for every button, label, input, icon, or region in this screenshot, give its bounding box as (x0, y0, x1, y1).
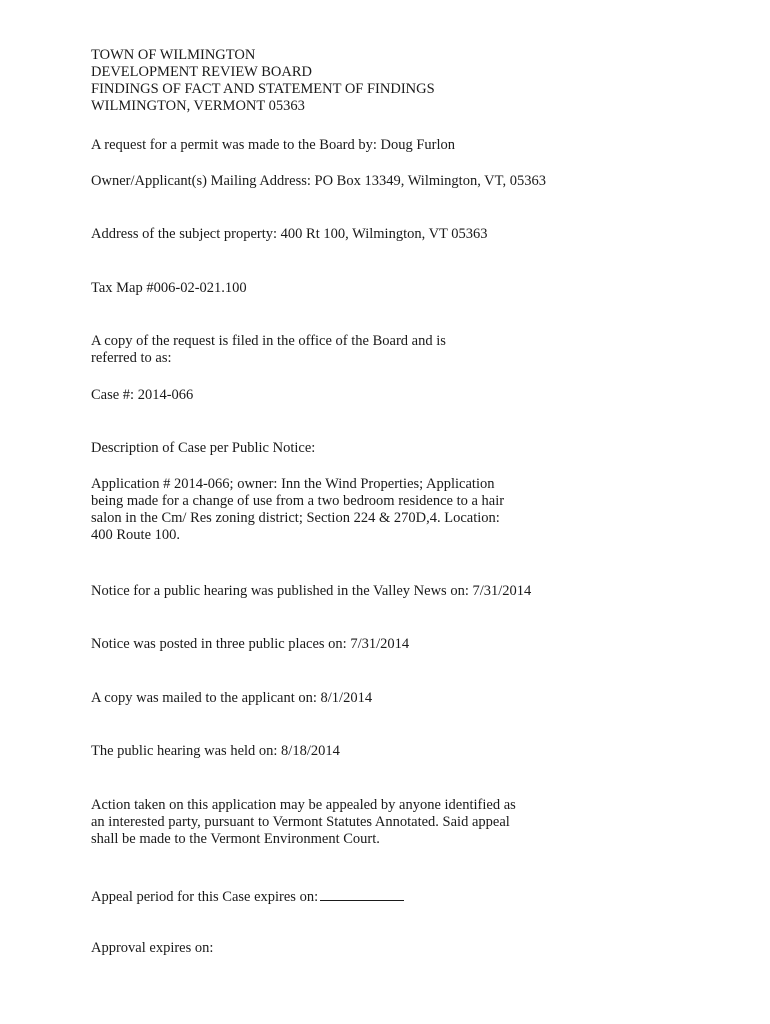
tax-map-text: Tax Map #006-02-021.100 (91, 280, 247, 296)
notice-posted-text: Notice was posted in three public places on: 7/31/2014 (91, 636, 410, 652)
notice-published-text: Notice for a public hearing was published in the Valley News on: 7/31/2014 (91, 583, 532, 599)
header-town: TOWN OF WILMINGTON (91, 47, 256, 63)
hearing-held-text: The public hearing was held on: 8/18/2014 (91, 743, 340, 759)
header-location: WILMINGTON, VERMONT 05363 (91, 98, 305, 114)
copy-filed-line: A copy of the request is filed in the office of the Board and is (91, 333, 446, 349)
request-line (91, 137, 711, 154)
description-line: Application # 2014-066; owner: Inn the Wind Properties; Application (91, 476, 495, 492)
description-line: 400 Route 100. (91, 527, 181, 543)
request-text: A request for a permit was made to the Board by: Doug Furlon (91, 137, 456, 153)
appeal-period-row (91, 887, 711, 906)
description-heading-line (91, 440, 711, 457)
copy-filed-paragraph (91, 333, 711, 367)
appeal-period-blank (320, 887, 404, 901)
header-board: DEVELOPMENT REVIEW BOARD (91, 64, 312, 80)
hearing-held-line (91, 743, 711, 760)
copy-filed-line: referred to as: (91, 350, 172, 366)
mailing-address-line (91, 173, 711, 190)
description-heading-text: Description of Case per Public Notice: (91, 440, 316, 456)
document-header (91, 47, 711, 115)
notice-published-line (91, 583, 711, 600)
approval-expires-line (91, 940, 711, 957)
appeal-line: an interested party, pursuant to Vermont Statutes Annotated. Said appeal (91, 814, 510, 830)
copy-mailed-text: A copy was mailed to the applicant on: 8/1/2014 (91, 690, 373, 706)
case-number-line (91, 387, 711, 404)
property-address-text: Address of the subject property: 400 Rt 100, Wilmington, VT 05363 (91, 226, 488, 242)
appeal-paragraph (91, 797, 711, 848)
description-line: salon in the Cm/ Res zoning district; Section 224 & 270D,4. Location: (91, 510, 500, 526)
notice-posted-line (91, 636, 711, 653)
header-findings-title: FINDINGS OF FACT AND STATEMENT OF FINDINGS (91, 81, 435, 97)
case-number-text: Case #: 2014-066 (91, 387, 194, 403)
appeal-line: shall be made to the Vermont Environment Court. (91, 831, 380, 847)
appeal-period-label: Appeal period for this Case expires on: (91, 889, 319, 905)
copy-mailed-line (91, 690, 711, 707)
appeal-line: Action taken on this application may be appealed by anyone identified as (91, 797, 516, 813)
appeal-period-line (91, 887, 711, 906)
mailing-address-text: Owner/Applicant(s) Mailing Address: PO Box 13349, Wilmington, VT, 05363 (91, 173, 546, 189)
property-address-line (91, 226, 711, 243)
description-paragraph (91, 476, 711, 544)
approval-expires-text: Approval expires on: (91, 940, 214, 956)
description-line: being made for a change of use from a two bedroom residence to a hair (91, 493, 505, 509)
tax-map-line (91, 280, 711, 297)
